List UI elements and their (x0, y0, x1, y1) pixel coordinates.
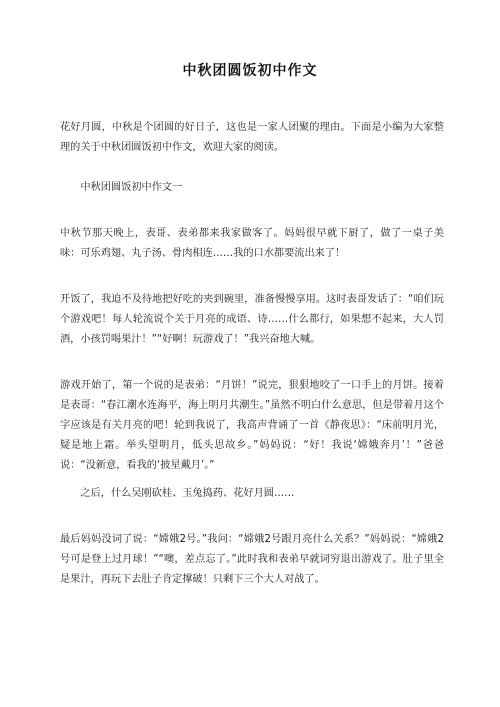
paragraph-5: 最后妈妈没词了说：“嫦娥2号。”我问：“嫦娥2号跟月亮什么关系？”妈妈说：“嫦娥2号可是登上过月球！”“噢，差点忘了。”此时我和表弟早就词穷退出游戏了。肚子里全是果汁，再玩下去肚子肯定撑破！只剩下三个大人对战了。 (60, 534, 444, 585)
document-title: 中秋团圆饭初中作文 (182, 63, 318, 79)
section-heading: 中秋团圆饭初中作文一 (80, 182, 183, 193)
paragraph-2: 开饭了，我迫不及待地把好吃的夹到碗里，准备慢慢享用。这时表哥发话了：“咱们玩个游戏吧！每人轮流说个关于月亮的成语、诗……什么都行，如果想不起来，大人罚酒，小孩罚喝果汁！”“好啊！玩游戏了！”我兴奋地大喊。 (60, 294, 444, 345)
intro-paragraph: 花好月圆，中秋是个团圆的好日子，这也是一家人团聚的理由。下面是小编为大家整理的关于中秋团圆饭初中作文，欢迎大家的阅读。 (60, 122, 444, 153)
paragraph-4: 之后，什么吴刚砍桂、玉兔捣药、花好月圆…… (80, 488, 295, 499)
paragraph-1: 中秋节那天晚上，表哥、表弟都来我家做客了。妈妈很早就下厨了，做了一桌子美味：可乐鸡翅、丸子汤、骨肉相连……我的口水都要流出来了！ (60, 228, 444, 259)
paragraph-3: 游戏开始了，第一个说的是表弟：“月饼！”说完，狠狠地咬了一口手上的月饼。接着是表哥：“春江潮水连海平，海上明月共潮生。”虽然不明白什么意思，但是带着月这个字应该是有关月亮的吧！轮到我说了，我高声背诵了一首《静夜思》：“床前明月光，疑是地上霜。举头望明月，低头思故乡。”妈妈说：“好！我说‘嫦娥奔月’！”爸爸说：“没新意，看我的‘披星戴月’。” (60, 380, 444, 471)
document-body (60, 118, 444, 590)
